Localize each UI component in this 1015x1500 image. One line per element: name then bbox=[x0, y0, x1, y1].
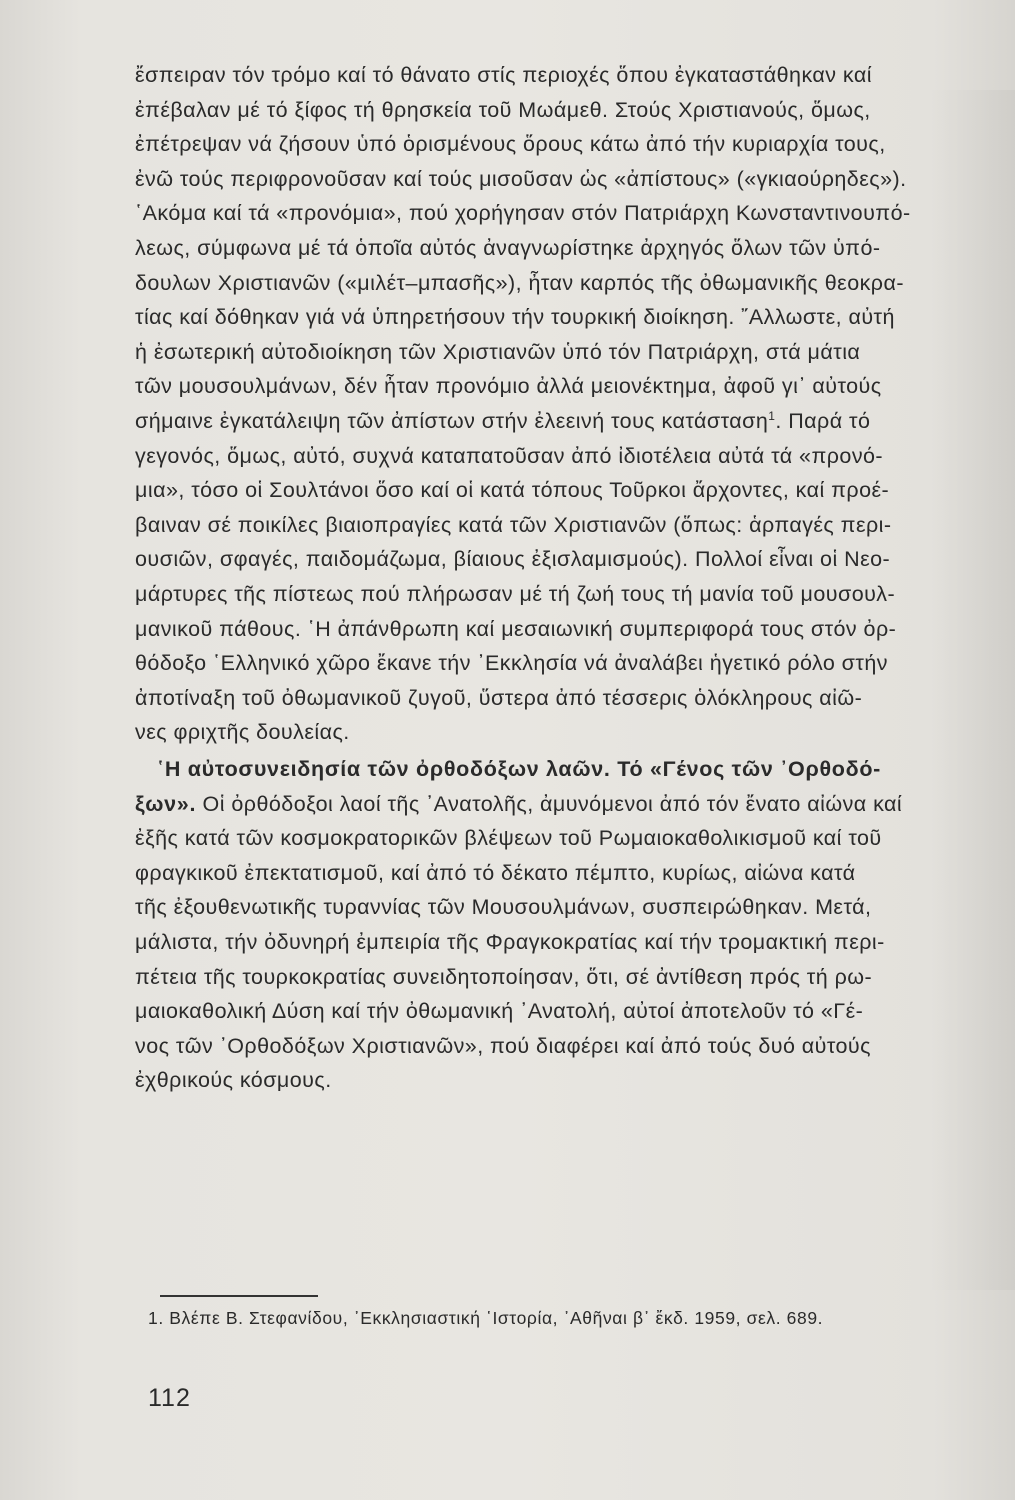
text-line-with-heading bbox=[135, 787, 975, 822]
text-line: ἐπέτρεψαν νά ζήσουν ὑπό ὁρισμένους ὅρους κάτω ἀπό τήν κυριαρχία τους, bbox=[135, 132, 886, 157]
section-orthodox-self-awareness bbox=[135, 752, 975, 1098]
text-line: ῾Ακόμα καί τά «προνόμια», πού χορήγησαν στόν Πατριάρχη Κωνσταντινουπό- bbox=[135, 201, 911, 226]
text-line-with-footnote bbox=[135, 404, 975, 439]
section-heading: ῾Η αὐτοσυνειδησία τῶν ὀρθοδόξων λαῶν. Τό «Γένος τῶν ᾿Ορθοδό- bbox=[157, 757, 882, 781]
text-line: νες φριχτῆς δουλείας. bbox=[135, 720, 350, 745]
footnote-marker: 1 bbox=[768, 408, 776, 423]
text-line: νος τῶν ᾿Ορθοδόξων Χριστιανῶν», πού διαφέρει καί ἀπό τούς δυό αὐτούς bbox=[135, 1033, 871, 1058]
text-line: πέτεια τῆς τουρκοκρατίας συνειδητοποίησαν, ὅτι, σέ ἀντίθεση πρός τή ρω- bbox=[135, 964, 873, 989]
text-line: τῶν μουσουλμάνων, δέν ἦταν προνόμιο ἀλλά μειονέκτημα, ἀφοῦ γι᾽ αὐτούς bbox=[135, 374, 882, 399]
text-line: ἡ ἐσωτερική αὐτοδιοίκηση τῶν Χριστιανῶν ὑπό τόν Πατριάρχη, στά μάτια bbox=[135, 339, 861, 364]
text-line: μαιοκαθολική Δύση καί τήν ὀθωμανική ᾿Ανατολή, αὐτοί ἀποτελοῦν τό «Γέ- bbox=[135, 999, 864, 1024]
text-line: ἐξῆς κατά τῶν κοσμοκρατορικῶν βλέψεων τοῦ Ρωμαιοκαθολικισμοῦ καί τοῦ bbox=[135, 826, 882, 851]
footnote: 1. Βλέπε Β. Στεφανίδου, ᾿Εκκλησιαστική ῾Ιστορία, ᾿Αθῆναι β᾽ ἔκδ. 1959, σελ. 689. bbox=[148, 1308, 824, 1328]
text-line: μάρτυρες τῆς πίστεως πού πλήρωσαν μέ τή ζωή τους τή μανία τοῦ μουσουλ- bbox=[135, 581, 896, 606]
text-line: ἐπέβαλαν μέ τό ξίφος τή θρησκεία τοῦ Μωάμεθ. Στούς Χριστιανούς, ὅμως, bbox=[135, 97, 871, 122]
text-line-rest: Οἱ ὀρθόδοξοι λαοί τῆς ᾿Ανατολῆς, ἀμυνόμενοι ἀπό τόν ἔνατο αἰώνα καί bbox=[196, 791, 903, 816]
footnote-divider bbox=[160, 1295, 318, 1297]
text-line-end: . Παρά τό bbox=[775, 408, 871, 433]
text-line: μανικοῦ πάθους. ῾Η ἀπάνθρωπη καί μεσαιωνική συμπεριφορά τους στόν ὀρ- bbox=[135, 616, 897, 641]
text-line: μια», τόσο οἱ Σουλτάνοι ὅσο καί οἱ κατά τόπους Τοῦρκοι ἄρχοντες, καί προέ- bbox=[135, 478, 890, 503]
text-line: θόδοξο ῾Ελληνικό χῶρο ἔκανε τήν ᾿Εκκλησία νά ἀναλάβει ἡγετικό ρόλο στήν bbox=[135, 651, 888, 676]
section-heading-end: ξων». bbox=[135, 791, 197, 816]
text-line: βαιναν σέ ποικίλες βιαιοπραγίες κατά τῶν Χριστιανῶν (ὅπως: ἁρπαγές περι- bbox=[135, 512, 892, 537]
text-line: ἐνῶ τούς περιφρονοῦσαν καί τούς μισοῦσαν ὡς «ἀπίστους» («γκιαούρηδες»). bbox=[135, 166, 907, 191]
text-line-start: σήμαινε ἐγκατάλειψη τῶν ἀπίστων στήν ἐλεεινή τους κατάσταση bbox=[135, 408, 769, 433]
text-line: μάλιστα, τήν ὀδυνηρή ἐμπειρία τῆς Φραγκοκρατίας καί τήν τρομακτική περι- bbox=[135, 929, 885, 954]
text-line: ουσιῶν, σφαγές, παιδομάζωμα, βίαιους ἐξισλαμισμούς). Πολλοί εἶναι οἱ Νεο- bbox=[135, 547, 891, 572]
text-line: τίας καί δόθηκαν γιά νά ὑπηρετήσουν τήν τουρκική διοίκηση. ῎Αλλωστε, αὐτή bbox=[135, 305, 895, 330]
text-line: ἀποτίναξη τοῦ ὀθωμανικοῦ ζυγοῦ, ὕστερα ἀπό τέσσερις ὁλόκληρους αἰῶ- bbox=[135, 685, 863, 710]
text-line: ἔσπειραν τόν τρόμο καί τό θάνατο στίς περιοχές ὅπου ἐγκαταστάθηκαν καί bbox=[135, 63, 872, 87]
body-paragraph-1 bbox=[135, 58, 975, 750]
text-line: φραγκικοῦ ἐπεκτατισμοῦ, καί ἀπό τό δέκατο πέμπτο, κυρίως, αἰώνα κατά bbox=[135, 860, 856, 885]
text-line: δουλων Χριστιανῶν («μιλέτ–μπασῆς»), ἦταν καρπός τῆς ὀθωμανικῆς θεοκρα- bbox=[135, 270, 904, 295]
text-line: γεγονός, ὅμως, αὐτό, συχνά καταπατοῦσαν ἀπό ἰδιοτέλεια αὐτά τά «προνό- bbox=[135, 443, 884, 468]
text-line: λεως, σύμφωνα μέ τά ὁποῖα αὐτός ἀναγνωρίστηκε ἀρχηγός ὅλων τῶν ὑπό- bbox=[135, 235, 881, 260]
page-number: 112 bbox=[148, 1384, 191, 1412]
text-line: ἐχθρικούς κόσμους. bbox=[135, 1068, 332, 1093]
text-line: τῆς ἐξουθενωτικῆς τυραννίας τῶν Μουσουλμάνων, συσπειρώθηκαν. Μετά, bbox=[135, 895, 872, 920]
